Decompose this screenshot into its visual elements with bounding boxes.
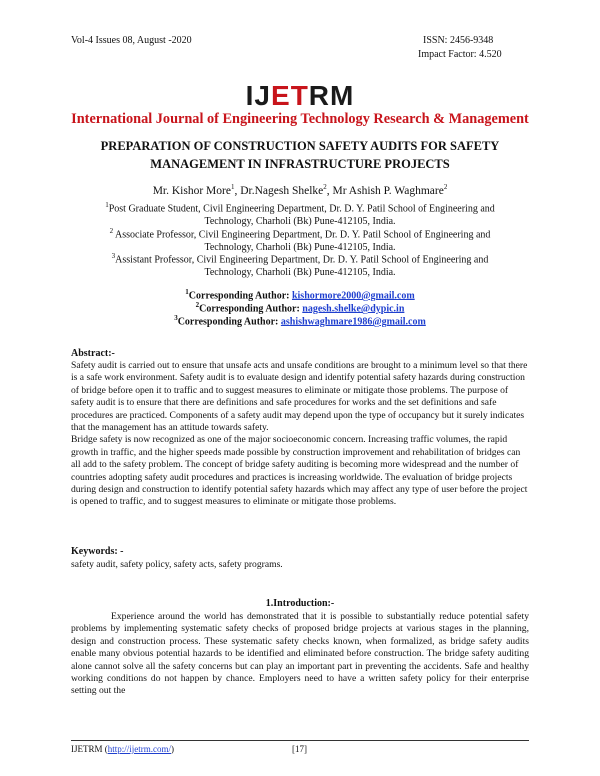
impact-factor: Impact Factor: 4.520: [418, 49, 502, 60]
author-list: Mr. Kishor More$^1$, Dr.Nagesh Shelke$^2$, Mr Ashish P. Waghmare$^2$: [152, 183, 448, 197]
affiliation-1: $^1$Post Graduate Student, Civil Engineering Department, Dr. D. Y. Patil School of Engineering and Technology, Charholi (Bk) Pune-412105, India.: [105, 201, 495, 228]
corresponding-author-1: $^1$Corresponding Author: kishormore2000@gmail.com: [185, 288, 415, 302]
keywords-heading: Keywords: -: [71, 546, 124, 557]
email-link-2[interactable]: nagesh.shelke@dypic.in: [302, 303, 405, 315]
abstract-paragraph-1: Safety audit is carried out to ensure that unsafe acts and unsafe conditions are brought to a minimum level so that there is a safe work environment. Safety audit is to evaluate design and identify potential safety hazards during construction of bridge before open it to traffic and to suggest measures to eliminate or mitigate those problems. The purpose of safety audit is to ensure that there are definitions and safe procedures for works and the set definitions and safe procedures are practiced. Components of a safety audit may depend upon the type of occupancy but it surely indicates that the management has an attitude towards safety.: [71, 360, 528, 434]
corresponding-author-2: $^2$Corresponding Author: nagesh.shelke@dypic.in: [195, 301, 405, 315]
volume-issue: Vol-4 Issues 08, August -2020: [71, 35, 192, 46]
journal-logo: IJETRM: [245, 80, 355, 111]
abstract-paragraph-2: Bridge safety is now recognized as one of the major socioeconomic concern. Increasing traffic volumes, the rapid growth in traffic, and the higher speeds made possible by construction improvement and rehabilitation of bridges can all add to the safety problem. The concept of bridge safety auditing is becoming more widespread and the number of countries adopting safety audit procedures and practices is increasing worldwide. The evaluation of bridge projects during design and construction to identify potential safety hazards which may affect any type of user before the project is opened to traffic, and to suggest measures to eliminate or mitigate those problems.: [71, 434, 528, 508]
page-number: [17]: [292, 744, 307, 754]
journal-name: International Journal of Engineering Technology Research & Management: [71, 111, 529, 127]
footer-divider: [71, 740, 529, 741]
keywords-text: safety audit, safety policy, safety acts, safety programs.: [71, 559, 283, 570]
introduction-paragraph: Experience around the world has demonstrated that it is possible to substantially reduce potential safety problems by implementing systematic safety checks of proposed bridge projects at various stages in the planning, design and construction process. These systematic safety checks known, when formalized, as bridge safety audits enable many obvious potential hazards to be identified and eliminated before construction. The bridge safety auditing alone cannot solve all the safety concerns but can play an important part in preventing the accidents. Safe and healthy working conditions do not happen by chance. Employers need to have a written safety policy for their enterprise setting out the: [71, 611, 529, 697]
journal-website-link[interactable]: http://ijetrm.com/: [107, 744, 171, 754]
issn: ISSN: 2456-9348: [423, 35, 494, 46]
affiliation-2: $^2$ Associate Professor, Civil Engineering Department, Dr. D. Y. Patil School of Engineering and Technology, Charholi (Bk) Pune-412105, India.: [109, 227, 491, 254]
email-link-3[interactable]: ashishwaghmare1986@gmail.com: [280, 316, 426, 328]
abstract-body: [71, 360, 529, 509]
paper-title: PREPARATION OF CONSTRUCTION SAFETY AUDITS FOR SAFETY MANAGEMENT IN INFRASTRUCTURE PROJECTS: [100, 139, 500, 171]
footer-journal: IJETRM (http://ijetrm.com/): [71, 744, 174, 754]
abstract-heading: Abstract:-: [71, 348, 115, 359]
introduction-heading: 1.Introduction:-: [265, 598, 335, 609]
corresponding-author-3: $^3$Corresponding Author: ashishwaghmare1986@gmail.com: [174, 314, 426, 328]
email-link-1[interactable]: kishormore2000@gmail.com: [291, 290, 415, 302]
affiliation-3: $^3$Assistant Professor, Civil Engineering Department, Dr. D. Y. Patil School of Engineering and Technology, Charholi (Bk) Pune-412105, India.: [111, 252, 489, 279]
